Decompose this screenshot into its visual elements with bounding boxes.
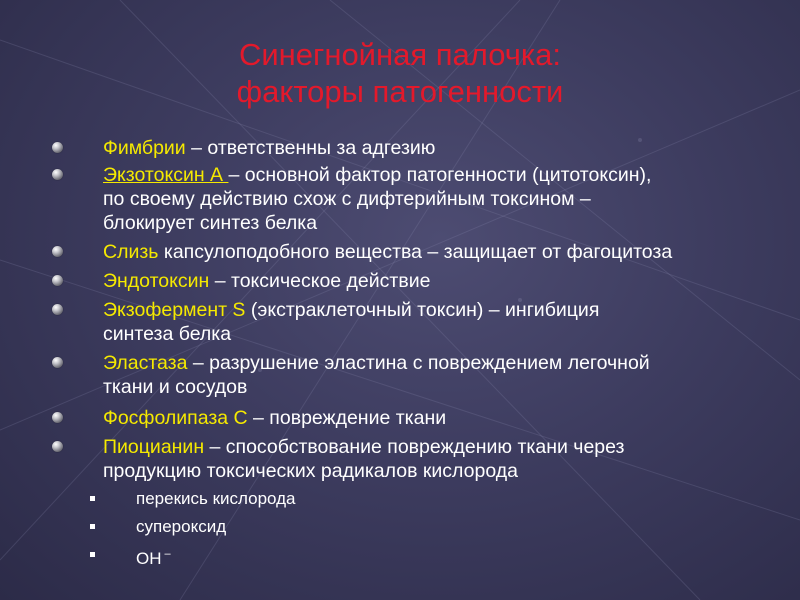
item-text: (экстраклеточный токсин) – ингибиция — [245, 299, 600, 321]
item-text: – способствование повреждению ткани через — [204, 436, 625, 458]
item-text: капсулоподобного вещества – защищает от фагоцитоза — [158, 241, 673, 263]
bullet-icon — [52, 412, 63, 423]
sub-bullet-icon — [90, 552, 95, 557]
bullet-icon — [52, 142, 63, 153]
list-item — [103, 136, 763, 160]
list-item — [103, 240, 763, 264]
superscript-minus: – — [164, 548, 171, 560]
list-item — [103, 351, 763, 399]
item-text: по своему действию схож с дифтерийным токсином – — [103, 188, 591, 210]
list-item — [103, 298, 763, 346]
sub-item-text: OH — [136, 549, 162, 568]
item-text: – разрушение эластина с повреждением легочной — [187, 352, 650, 374]
item-text: ткани и сосудов — [103, 376, 248, 398]
item-text: – повреждение ткани — [247, 407, 447, 429]
keyword: Экзофермент S — [103, 299, 246, 321]
bullet-icon — [52, 357, 63, 368]
keyword: Эндотоксин — [103, 270, 210, 292]
keyword: Эластаза — [103, 352, 188, 374]
keyword: Фосфолипаза С — [103, 407, 248, 429]
bullet-icon — [52, 275, 63, 286]
sub-list-item — [136, 543, 171, 570]
bullet-icon — [52, 441, 63, 452]
bullet-icon — [52, 169, 63, 180]
sub-bullet-icon — [90, 496, 95, 501]
keyword: Экзотоксин А — [103, 164, 229, 186]
sub-bullet-icon — [90, 524, 95, 529]
title-line-2: факторы патогенности — [236, 74, 564, 109]
keyword: Пиоцианин — [103, 436, 205, 458]
title-line-1: Синегнойная палочка: — [238, 37, 562, 72]
sub-list-item: перекись кислорода — [136, 489, 296, 508]
item-text: – ответственны за адгезию — [185, 137, 436, 159]
bullet-icon — [52, 304, 63, 315]
item-text: блокирует синтез белка — [103, 212, 318, 234]
list-item — [103, 163, 763, 235]
sub-list-item: супероксид — [136, 517, 227, 536]
item-text: продукцию токсических радикалов кислорода — [103, 460, 518, 482]
list-item — [103, 269, 763, 293]
keyword: Слизь — [103, 241, 159, 263]
item-text: синтеза белка — [103, 323, 232, 345]
keyword: Фимбрии — [103, 137, 186, 159]
list-item — [103, 406, 763, 430]
item-text: – основной фактор патогенности (цитотоксин), — [228, 164, 652, 186]
item-text: – токсическое действие — [209, 270, 431, 292]
list-item — [103, 435, 763, 483]
bullet-icon — [52, 246, 63, 257]
